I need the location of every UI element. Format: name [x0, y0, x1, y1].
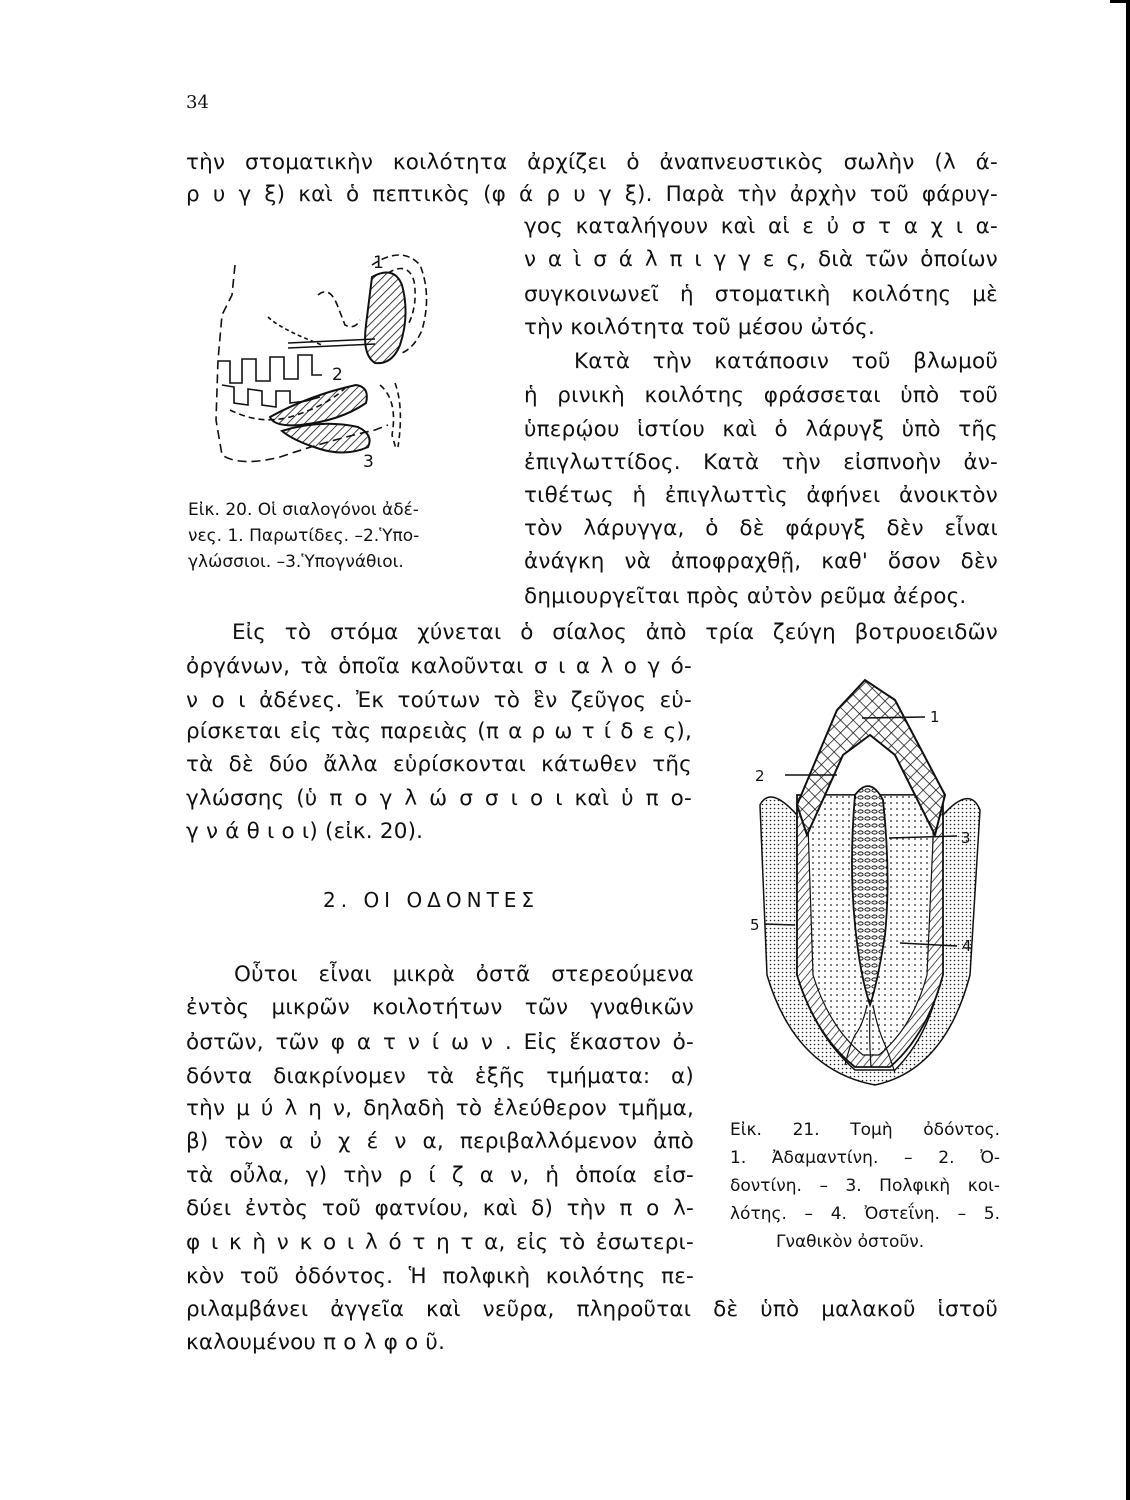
figure20-caption-line: γλώσσιοι. –3.Ὑπογνάθιοι. [188, 552, 404, 572]
text-line: ἐπιγλωττίδος. Κατὰ τὴν εἰσπνοὴν ἀν- [524, 450, 998, 475]
text-line: ὀστῶν, τῶν φ α τ ν ί ω ν . Εἰς ἕκαστον ὀ- [186, 1030, 694, 1055]
text-line: ἡ ρινικὴ κοιλότης φράσσεται ὑπὸ τοῦ [524, 383, 998, 408]
figure20-caption-line: νες. 1. Παρωτίδες. –2.Ὑπο- [188, 526, 420, 546]
text-line: δημιουργεῖται πρὸς αὐτὸν ρεῦμα ἀέρος. [524, 584, 967, 609]
text-line: συγκοινωνεῖ ἡ στοματικὴ κοιλότης μὲ [524, 282, 998, 307]
salivary-glands-figure [170, 235, 470, 485]
text-line: ὑπερῴου ἱστίου καὶ ὁ λάρυγξ ὑπὸ τῆς [524, 417, 998, 442]
text-line: ριλαμβάνει ἀγγεῖα καὶ νεῦρα, πληροῦται δὲ ὑπὸ μαλακοῦ ἱστοῦ [186, 1297, 998, 1322]
text-line: ἀνάγκη νὰ ἀποφραχθῇ, καθ' ὅσον δὲν [524, 549, 998, 574]
text-line: καλουμένου π ο λ φ ο ῦ. [186, 1330, 446, 1355]
text-line: γος καταλήγουν καὶ αἱ ε ὐ σ τ α χ ι α- [524, 214, 998, 239]
text-line: γ ν ά θ ι ο ι) (εἰκ. 20). [186, 819, 424, 844]
figure21-label-2: 2 [755, 767, 765, 785]
text-line: ν α ὶ σ ά λ π ι γ γ ε ς, διὰ τῶν ὁποίων [524, 247, 998, 272]
figure21-label-4: 4 [962, 937, 972, 955]
figure21-caption-line: Γναθικὸν ὀστοῦν. [776, 1232, 925, 1252]
figure20-caption-line: Εἰκ. 20. Οἱ σιαλογόνοι ἀδέ- [188, 500, 419, 520]
text-line: Οὗτοι εἶναι μικρὰ ὀστᾶ στερεούμενα [234, 962, 694, 987]
text-line: δόντα διακρίνομεν τὰ ἑξῆς τμήματα: α) [186, 1064, 694, 1089]
page-number: 34 [186, 92, 209, 113]
tooth-section-figure [745, 675, 995, 1095]
figure20-label-3: 3 [363, 452, 374, 472]
text-line: τὴν κοιλότητα τοῦ μέσου ὠτός. [524, 315, 875, 340]
text-line: γλώσσης (ὑ π ο γ λ ώ σ σ ι ο ι καὶ ὑ π ο- [186, 786, 692, 811]
text-line: τιθέτως ἡ ἐπιγλωττὶς ἀφήνει ἀνοικτὸν [524, 483, 998, 508]
figure21-label-1: 1 [930, 708, 940, 726]
scan-edge-top [1110, 0, 1130, 3]
text-line: ρ υ γ ξ) καὶ ὁ πεπτικὸς (φ ά ρ υ γ ξ). Παρὰ τὴν ἀρχὴν τοῦ φάρυγ- [186, 182, 998, 207]
text-line: τὸν λάρυγγα, ὁ δὲ φάρυγξ δὲν εἶναι [524, 516, 998, 541]
figure21-caption-line: λότης. – 4. Ὀστεΐνη. – 5. [730, 1204, 1000, 1224]
text-line: κὸν τοῦ ὀδόντος. Ἡ πολφικὴ κοιλότης πε- [186, 1264, 694, 1289]
figure20-label-1: 1 [373, 253, 384, 273]
text-line: Κατὰ τὴν κατάποσιν τοῦ βλωμοῦ [574, 349, 998, 374]
figure21-label-3: 3 [961, 829, 971, 847]
figure20-label-2: 2 [332, 365, 343, 385]
text-line: δύει ἐντὸς τοῦ φατνίου, καὶ δ) τὴν π ο λ- [186, 1196, 694, 1221]
text-line: β) τὸν α ὐ χ έ ν α, περιβαλλόμενον ἀπὸ [186, 1129, 694, 1154]
text-line: τὴν μ ύ λ η ν, δηλαδὴ τὸ ἐλεύθερον τμῆμα, [186, 1096, 694, 1121]
scan-edge [1126, 0, 1130, 1500]
section-heading: 2. ΟΙ ΟΔΟΝΤΕΣ [323, 888, 540, 912]
figure21-caption-line: Εἰκ. 21. Τομὴ ὀδόντος. [730, 1120, 1000, 1140]
text-line: τὰ δὲ δύο ἄλλα εὑρίσκονται κάτωθεν τῆς [186, 752, 692, 777]
text-line: τὰ οὖλα, γ) τὴν ρ ί ζ α ν, ἡ ὁποία εἰσ- [186, 1163, 694, 1188]
figure21-caption-line: 1. Ἀδαμαντίνη. – 2. Ὀ- [730, 1148, 1000, 1168]
text-line: τὴν στοματικὴν κοιλότητα ἀρχίζει ὁ ἀναπνευστικὸς σωλὴν (λ ά- [186, 150, 998, 175]
figure21-caption-line: δοντίνη. – 3. Πολφικὴ κοι- [730, 1176, 1000, 1196]
text-line: ὀργάνων, τὰ ὁποῖα καλοῦνται σ ι α λ ο γ ό- [186, 654, 692, 679]
text-line: ν ο ι ἀδένες. Ἐκ τούτων τὸ ἓν ζεῦγος εὑ- [186, 688, 692, 713]
text-line: ἐντὸς μικρῶν κοιλοτήτων τῶν γναθικῶν [186, 995, 694, 1020]
text-line: Εἰς τὸ στόμα χύνεται ὁ σίαλος ἀπὸ τρία ζεύγη βοτρυοειδῶν [232, 620, 998, 645]
figure21-label-5: 5 [750, 916, 760, 934]
text-line: ρίσκεται εἰς τὰς παρειὰς (π α ρ ω τ ί δ ε ς), [186, 719, 692, 744]
text-line: φ ι κ ὴ ν κ ο ι λ ό τ η τ α, εἰς τὸ ἐσωτερι- [186, 1230, 694, 1255]
